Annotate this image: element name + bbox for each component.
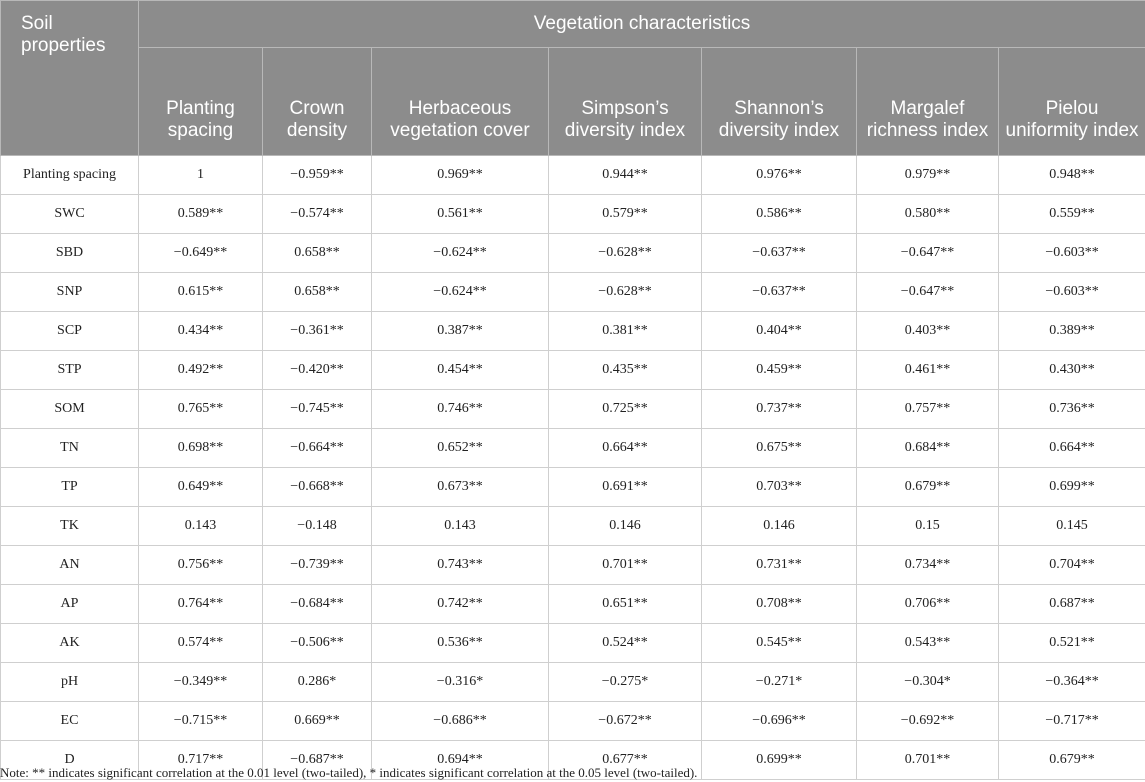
table-cell: 0.669** — [263, 702, 372, 741]
table-row — [1, 507, 1145, 546]
row-label: SBD — [1, 234, 139, 273]
table-cell: 0.561** — [372, 195, 549, 234]
table-cell: −0.148 — [263, 507, 372, 546]
table-cell: −0.574** — [263, 195, 372, 234]
table-cell: 0.737** — [702, 390, 857, 429]
table-cell: 0.948** — [999, 156, 1145, 195]
table-cell: −0.637** — [702, 273, 857, 312]
table-cell: −0.603** — [999, 234, 1145, 273]
table-row — [1, 234, 1145, 273]
table-cell: 0.979** — [857, 156, 999, 195]
table-cell: −0.745** — [263, 390, 372, 429]
table-cell: −0.304* — [857, 663, 999, 702]
column-header: Herbaceous vegetation cover — [372, 48, 549, 156]
table-cell: 0.146 — [702, 507, 857, 546]
table-cell: 0.757** — [857, 390, 999, 429]
table-cell: −0.628** — [549, 273, 702, 312]
table-cell: −0.696** — [702, 702, 857, 741]
table-cell: −0.316* — [372, 663, 549, 702]
table-cell: −0.959** — [263, 156, 372, 195]
table-cell: −0.686** — [372, 702, 549, 741]
table-cell: 0.286* — [263, 663, 372, 702]
table-row — [1, 702, 1145, 741]
table-cell: 0.574** — [139, 624, 263, 663]
table-cell: 0.15 — [857, 507, 999, 546]
table-row — [1, 468, 1145, 507]
table-cell: −0.603** — [999, 273, 1145, 312]
table-cell: 0.536** — [372, 624, 549, 663]
table-cell: 0.717** — [139, 741, 263, 780]
table-body — [1, 156, 1145, 780]
table-cell: 0.684** — [857, 429, 999, 468]
table-cell: 0.736** — [999, 390, 1145, 429]
table-cell: 0.143 — [372, 507, 549, 546]
table-cell: 0.675** — [702, 429, 857, 468]
table-cell: 0.545** — [702, 624, 857, 663]
table-cell: 0.651** — [549, 585, 702, 624]
row-label: STP — [1, 351, 139, 390]
row-label: Planting spacing — [1, 156, 139, 195]
table-cell: 0.691** — [549, 468, 702, 507]
table-cell: −0.687** — [263, 741, 372, 780]
table-cell: 0.765** — [139, 390, 263, 429]
table-cell: 0.381** — [549, 312, 702, 351]
table-row — [1, 390, 1145, 429]
column-header: Shannon’s diversity index — [702, 48, 857, 156]
row-label: AP — [1, 585, 139, 624]
table-cell: −0.717** — [999, 702, 1145, 741]
table-cell: 0.706** — [857, 585, 999, 624]
table-cell: 0.403** — [857, 312, 999, 351]
table-cell: 0.461** — [857, 351, 999, 390]
row-label: D — [1, 741, 139, 780]
table-cell: −0.624** — [372, 234, 549, 273]
row-label: EC — [1, 702, 139, 741]
row-label: TK — [1, 507, 139, 546]
table-cell: −0.672** — [549, 702, 702, 741]
table-cell: −0.647** — [857, 234, 999, 273]
table-cell: 0.615** — [139, 273, 263, 312]
table-cell: −0.271* — [702, 663, 857, 702]
table-cell: 0.580** — [857, 195, 999, 234]
table-cell: −0.420** — [263, 351, 372, 390]
table-cell: 0.698** — [139, 429, 263, 468]
table-row — [1, 624, 1145, 663]
table-cell: 0.679** — [999, 741, 1145, 780]
table-cell: 0.434** — [139, 312, 263, 351]
table-cell: 0.543** — [857, 624, 999, 663]
table-cell: 0.694** — [372, 741, 549, 780]
table-cell: 0.701** — [549, 546, 702, 585]
table-cell: 0.146 — [549, 507, 702, 546]
table-note: Note: ** indicates significant correlation at the 0.01 level (two-tailed), * indicates significant correlation at the 0.05 level (two-tailed). — [0, 765, 698, 780]
row-label: AK — [1, 624, 139, 663]
table-cell: 0.389** — [999, 312, 1145, 351]
table-cell: 0.664** — [549, 429, 702, 468]
table-cell: 0.649** — [139, 468, 263, 507]
table-cell: 0.664** — [999, 429, 1145, 468]
table-cell: 0.579** — [549, 195, 702, 234]
table-cell: 0.492** — [139, 351, 263, 390]
row-label: SCP — [1, 312, 139, 351]
table-cell: −0.692** — [857, 702, 999, 741]
table-cell: 0.404** — [702, 312, 857, 351]
table-row — [1, 312, 1145, 351]
table-cell: −0.739** — [263, 546, 372, 585]
table-row — [1, 351, 1145, 390]
table-cell: −0.649** — [139, 234, 263, 273]
table-row — [1, 195, 1145, 234]
row-label: TP — [1, 468, 139, 507]
table-cell: 0.521** — [999, 624, 1145, 663]
table-cell: −0.647** — [857, 273, 999, 312]
table-cell: 0.764** — [139, 585, 263, 624]
column-header: Planting spacing — [139, 48, 263, 156]
table-row — [1, 546, 1145, 585]
table-row — [1, 429, 1145, 468]
table-cell: 0.734** — [857, 546, 999, 585]
row-label: SWC — [1, 195, 139, 234]
table-cell: −0.361** — [263, 312, 372, 351]
table-cell: 0.586** — [702, 195, 857, 234]
table-cell: 0.756** — [139, 546, 263, 585]
column-header: Simpson’s diversity index — [549, 48, 702, 156]
table-cell: 0.435** — [549, 351, 702, 390]
table-cell: 0.658** — [263, 273, 372, 312]
table-row — [1, 585, 1145, 624]
table-cell: 0.703** — [702, 468, 857, 507]
table-cell: 0.746** — [372, 390, 549, 429]
table-row — [1, 273, 1145, 312]
table-cell: 0.454** — [372, 351, 549, 390]
table-cell: −0.715** — [139, 702, 263, 741]
table-cell: 0.699** — [702, 741, 857, 780]
table-cell: 0.701** — [857, 741, 999, 780]
table-cell: 0.969** — [372, 156, 549, 195]
table-cell: 0.944** — [549, 156, 702, 195]
table-cell: 0.459** — [702, 351, 857, 390]
table-cell: −0.628** — [549, 234, 702, 273]
table-cell: −0.668** — [263, 468, 372, 507]
column-header: Pielou uniformity index — [999, 48, 1145, 156]
table-cell: 0.387** — [372, 312, 549, 351]
table-cell: 0.652** — [372, 429, 549, 468]
table-cell: −0.364** — [999, 663, 1145, 702]
row-label: pH — [1, 663, 139, 702]
table-cell: 0.524** — [549, 624, 702, 663]
table-cell: 0.679** — [857, 468, 999, 507]
table-cell: 0.145 — [999, 507, 1145, 546]
table-row — [1, 663, 1145, 702]
table-row — [1, 156, 1145, 195]
table-cell: −0.506** — [263, 624, 372, 663]
table-cell: 0.976** — [702, 156, 857, 195]
row-label: SNP — [1, 273, 139, 312]
column-header: Margalef richness index — [857, 48, 999, 156]
table-cell: 0.742** — [372, 585, 549, 624]
table-cell: −0.275* — [549, 663, 702, 702]
table-cell: 0.673** — [372, 468, 549, 507]
table-cell: 0.725** — [549, 390, 702, 429]
table-cell: 0.430** — [999, 351, 1145, 390]
table-cell: 0.589** — [139, 195, 263, 234]
table-cell: 0.559** — [999, 195, 1145, 234]
table-cell: −0.349** — [139, 663, 263, 702]
row-label: SOM — [1, 390, 139, 429]
table-cell: −0.664** — [263, 429, 372, 468]
table-cell: 0.704** — [999, 546, 1145, 585]
vegetation-characteristics-header: Vegetation characteristics — [139, 1, 1145, 48]
table-cell: 0.743** — [372, 546, 549, 585]
table-cell: 0.658** — [263, 234, 372, 273]
table-cell: −0.684** — [263, 585, 372, 624]
column-header: Crown density — [263, 48, 372, 156]
soil-properties-header: Soil properties — [1, 1, 139, 156]
table-cell: 0.687** — [999, 585, 1145, 624]
table-cell: −0.624** — [372, 273, 549, 312]
table-cell: −0.637** — [702, 234, 857, 273]
table-cell: 0.731** — [702, 546, 857, 585]
table-cell: 0.699** — [999, 468, 1145, 507]
table-cell: 0.708** — [702, 585, 857, 624]
table-cell: 0.143 — [139, 507, 263, 546]
row-label: TN — [1, 429, 139, 468]
table-cell: 0.677** — [549, 741, 702, 780]
row-label: AN — [1, 546, 139, 585]
table-cell: 1 — [139, 156, 263, 195]
